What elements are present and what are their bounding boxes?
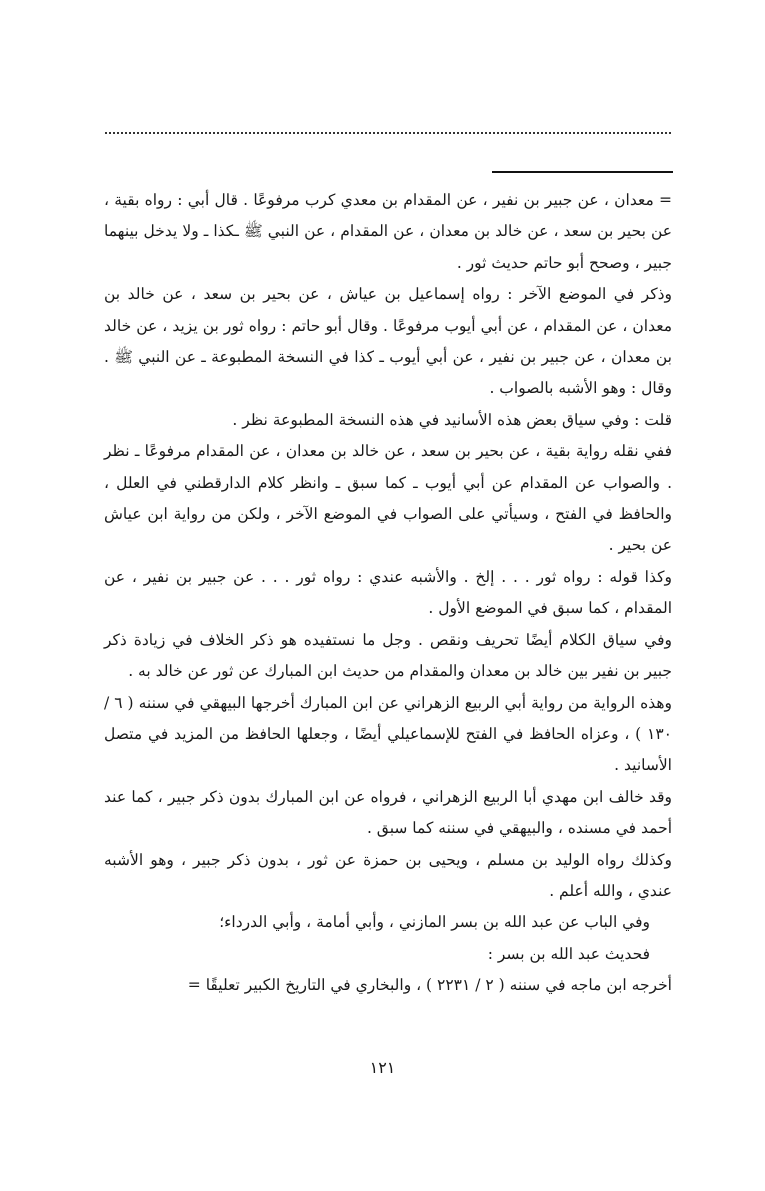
paragraph: وكذلك رواه الوليد بن مسلم ، ويحيى بن حمزة عن ثور ، بدون ذكر جبير ، وهو الأشبه عندي ، والله أعلم . <box>104 850 672 900</box>
page-number: ١٢١ <box>369 1058 396 1077</box>
paragraph: ففي نقله رواية بقية ، عن بحير بن سعد ، عن خالد بن معدان ، عن المقدام مرفوعًا ـ نظر . والصواب عن المقدام عن أبي أيوب ـ كما سبق ـ وانظر كلام الدارقطني في العلل ، والحافظ في الفتح ، وسيأتي على الصواب في الموضع الآخر ، ولكن من رواية ابن عياش عن بحير . <box>104 442 672 555</box>
paragraph: أخرجه ابن ماجه في سننه ( ٢ / ٢٢٣١ ) ، والبخاري في التاريخ الكبير تعليقًا = <box>187 976 672 995</box>
footnote-text <box>104 185 672 1002</box>
paragraph: = معدان ، عن جبير بن نفير ، عن المقدام بن معدي كرب مرفوعًا . قال أبي : رواه بقية ، عن بحير بن سعد ، عن خالد بن معدان ، عن المقدام ، عن النبي ﷺ ـكذا ـ ولا يدخل بينهما جبير ، وصحح أبو حاتم حديث ثور . <box>104 191 672 272</box>
paragraph: وفي سياق الكلام أيضًا تحريف ونقص . وجل ما نستفيده هو ذكر الخلاف في زيادة ذكر جبير بن نفير بين خالد بن معدان والمقدام من حديث ابن المبارك عن ثور عن خالد به . <box>104 630 672 681</box>
top-dotted-separator <box>105 132 671 134</box>
paragraph: قلت : وفي سياق بعض هذه الأسانيد في هذه النسخة المطبوعة نظر . <box>232 410 672 429</box>
paragraph: وهذه الرواية من رواية أبي الربيع الزهراني عن ابن المبارك أخرجها البيهقي في سننه ( ٦ / ١٣٠ ) ، وعزاه الحافظ في الفتح للإسماعيلي أيضًا ، وجعلها الحافظ من المزيد في متصل الأسانيد . <box>104 693 672 775</box>
paragraph: فحديث عبد الله بن بسر : <box>487 944 650 963</box>
paragraph: وذكر في الموضع الآخر : رواه إسماعيل بن عياش ، عن بحير بن سعد ، عن خالد بن معدان ، عن المقدام ، عن أبي أيوب مرفوعًا . وقال أبو حاتم : رواه ثور بن يزيد ، عن خالد بن معدان ، عن جبير بن نفير ، عن أبي أيوب ـ كذا في النسخة المطبوعة ـ عن النبي ﷺ . وقال : وهو الأشبه بالصواب . <box>104 285 672 398</box>
paragraph: وقد خالف ابن مهدي أبا الربيع الزهراني ، فرواه عن ابن المبارك بدون ذكر جبير ، كما عند أحمد في مسنده ، والبيهقي في سننه كما سبق . <box>104 787 672 838</box>
footnote-rule <box>492 171 673 173</box>
paragraph: وفي الباب عن عبد الله بن بسر المازني ، وأبي أمامة ، وأبي الدرداء؛ <box>219 913 650 932</box>
paragraph: وكذا قوله : رواه ثور . . . إلخ . والأشبه عندي : رواه ثور . . . عن جبير بن نفير ، عن المقدام ، كما سبق في الموضع الأول . <box>104 567 672 618</box>
